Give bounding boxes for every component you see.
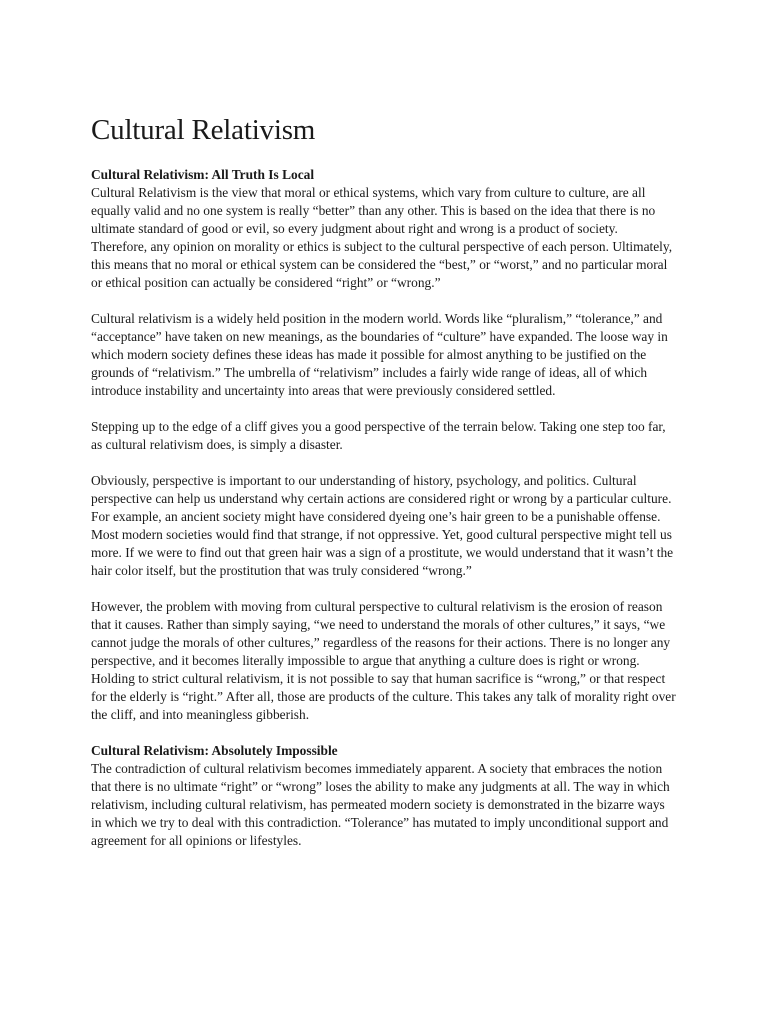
paragraph: However, the problem with moving from cultural perspective to cultural relativism is the erosion of reason that it causes. Rather than simply saying, “we need to understand the morals of other cultures,” it says, “we cannot judge the morals of other cultures,” regardless of the reasons for their actions. There is no longer any perspective, and it becomes literally impossible to argue that anything a culture does is right or wrong. Holding to strict cultural relativism, it is not possible to say that human sacrifice is “wrong,” or that respect for the elderly is “right.” After all, those are products of the culture. This takes any talk of morality right over the cliff, and into meaningless gibberish. [91,599,676,722]
paragraph: Cultural Relativism is the view that moral or ethical systems, which vary from culture to culture, are all equally valid and no one system is really “better” than any other. This is based on the idea that there is no ultimate standard of good or evil, so every judgment about right and wrong is a product of society. Therefore, any opinion on morality or ethics is subject to the cultural perspective of each person. Ultimately, this means that no moral or ethical system can be considered the “best,” or “worst,” and no particular moral or ethical position can actually be considered “right” or “wrong.” [91,185,673,290]
document-title: Cultural Relativism [91,114,316,146]
paragraph: The contradiction of cultural relativism becomes immediately apparent. A society that embraces the notion that there is no ultimate “right” or “wrong” loses the ability to make any judgments at all. The way in which relativism, including cultural relativism, has permeated modern society is demonstrated in the bizarre ways in which we try to deal with this contradiction. “Tolerance” has mutated to imply unconditional support and agreement for all opinions or lifestyles. [91,761,670,848]
section-heading: Cultural Relativism: Absolutely Impossible [91,743,338,758]
section-all-truth-is-local [91,166,676,724]
document-page [91,112,676,868]
section-heading: Cultural Relativism: All Truth Is Local [91,167,315,182]
paragraph: Cultural relativism is a widely held position in the modern world. Words like “pluralism,” “tolerance,” and “acceptance” have taken on new meanings, as the boundaries of “culture” have expanded. The loose way in which modern society defines these ideas has made it possible for almost anything to be justified on the grounds of “relativism.” The umbrella of “relativism” includes a fairly wide range of ideas, all of which introduce instability and uncertainty into areas that were previously considered settled. [91,311,668,398]
paragraph: Obviously, perspective is important to our understanding of history, psychology, and politics. Cultural perspective can help us understand why certain actions are considered right or wrong by a particular culture. For example, an ancient society might have considered dyeing one’s hair green to be a punishable offense. Most modern societies would find that strange, if not oppressive. Yet, good cultural perspective might tell us more. If we were to find out that green hair was a sign of a prostitute, we would understand that it wasn’t the hair color itself, but the prostitution that was truly considered “wrong.” [91,473,674,578]
section-absolutely-impossible [91,742,676,850]
paragraph: Stepping up to the edge of a cliff gives you a good perspective of the terrain below. Taking one step too far, as cultural relativism does, is simply a disaster. [91,419,666,452]
